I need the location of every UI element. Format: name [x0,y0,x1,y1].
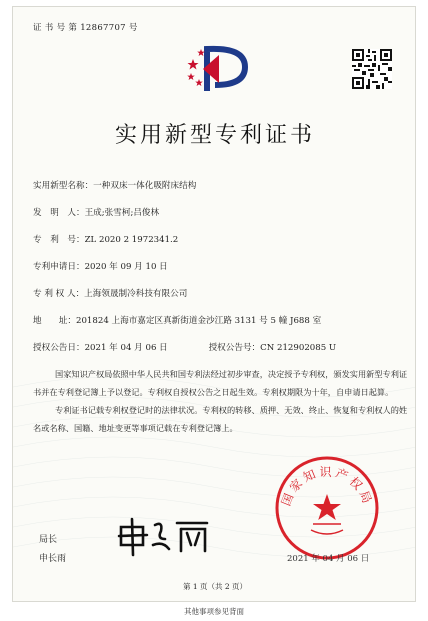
cnipa-logo-icon [185,39,255,95]
field-value: 上海领晟制冷科技有限公司 [84,289,188,299]
field-label: 实用新型名称： [33,181,94,191]
certificate-sheet [12,6,416,602]
announce-date-value: 2021 年 04 月 06 日 [84,343,168,353]
field-inventor [33,206,159,218]
certificate-number: 证 书 号 第 12867707 号 [33,23,138,33]
director-signature [113,515,213,557]
field-label: 发 明 人： [33,208,85,218]
field-patent-number [33,233,178,245]
certificate-body [33,365,409,437]
body-paragraph: 专利证书记载专利权登记时的法律状况。专利权的转移、质押、无效、终止、恢复和专利权人的姓名或名称、国籍、地址变更等事项记载在专利登记簿上。 [33,405,408,433]
back-side-note: 其他事项参见背面 [184,607,244,616]
announce-number-value: CN 212902085 U [260,343,337,353]
field-announcement [33,341,336,353]
field-value: ZL 2020 2 1972341.2 [84,235,179,245]
official-seal [273,454,381,562]
field-application-date [33,260,168,272]
certificate-title: 实用新型专利证书 [114,123,315,148]
announce-date-label: 授权公告日： [33,343,85,353]
field-value: 201824 上海市嘉定区真新街道金沙江路 3131 号 5 幢 J688 室 [75,316,322,326]
director-title: 局长 [39,535,58,545]
field-value: 王成;张雪柯;吕俊林 [84,208,160,218]
director-name: 申长雨 [39,554,67,564]
field-value: 2020 年 09 月 10 日 [84,262,168,272]
announce-number-label: 授权公告号： [208,343,261,353]
seal-date: 2021 年 04 月 06 日 [287,554,370,564]
field-label: 专利申请日： [33,262,85,272]
body-paragraph: 国家知识产权局依照中华人民共和国专利法经过初步审查，决定授予专利权，颁发实用新型专利证书并在专利登记簿上予以登记。专利权自授权公告之日起生效。专利权期限为十年，自申请日起算。 [33,369,408,397]
page-number: 第 1 页（共 2 页） [182,582,248,591]
field-label: 专 利 权 人： [33,289,85,299]
star-icon [313,494,341,520]
field-address [33,314,321,326]
field-label: 地 址： [33,316,76,326]
field-value: 一种双床一体化吸附床结构 [93,181,197,191]
field-patentee [33,287,187,299]
field-utility-model-name [33,179,196,191]
qr-code-icon [352,49,392,89]
seal-text: 国家知识产权局 [278,465,376,508]
field-label: 专 利 号： [33,235,85,245]
